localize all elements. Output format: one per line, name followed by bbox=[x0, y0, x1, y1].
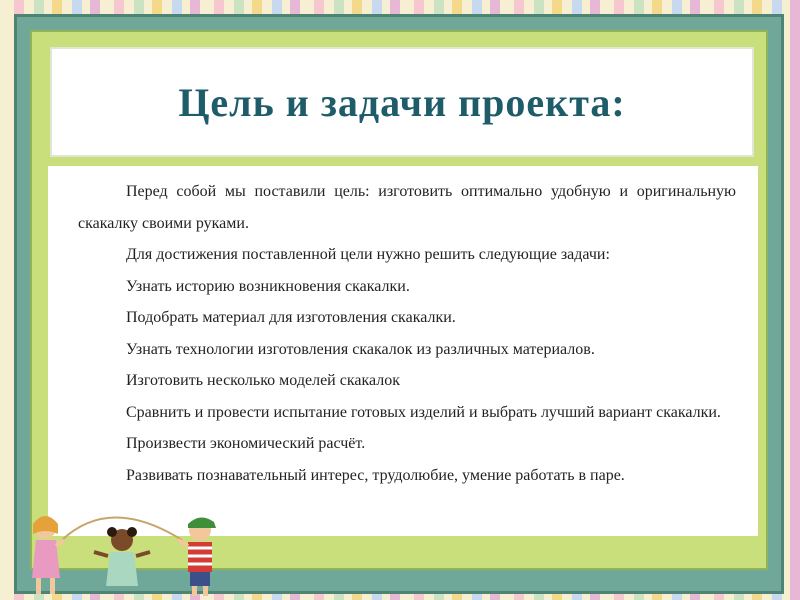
task-item: Сравнить и провести испытание готовых изделий и выбрать лучший вариант скакалки. bbox=[126, 403, 721, 421]
task-item: Произвести экономический расчёт. bbox=[126, 435, 366, 452]
task-item: Подобрать материал для изготовления скакалки. bbox=[126, 309, 456, 326]
children-jump-rope-illustration bbox=[0, 500, 260, 600]
paragraph-tasks-intro: Для достижения поставленной цели нужно решить следующие задачи: bbox=[126, 246, 610, 263]
task-item: Узнать историю возникновения скакалки. bbox=[126, 277, 410, 295]
paragraph-goal: Перед собой мы поставили цель: изготовить оптимально удобную и оригинальную скакалку своими руками. bbox=[78, 183, 736, 232]
boy-figure bbox=[178, 517, 216, 596]
task-item: Узнать технологии изготовления скакалок из различных материалов. bbox=[126, 340, 595, 358]
text-block bbox=[78, 176, 736, 491]
task-item: Развивать познавательный интерес, трудолюбие, умение работать в паре. bbox=[126, 466, 625, 484]
child-figure-middle bbox=[94, 527, 150, 586]
task-item: Изготовить несколько моделей скакалок bbox=[126, 372, 400, 389]
girl-figure bbox=[32, 516, 64, 594]
page-title: Цель и задачи проекта: bbox=[178, 79, 626, 125]
